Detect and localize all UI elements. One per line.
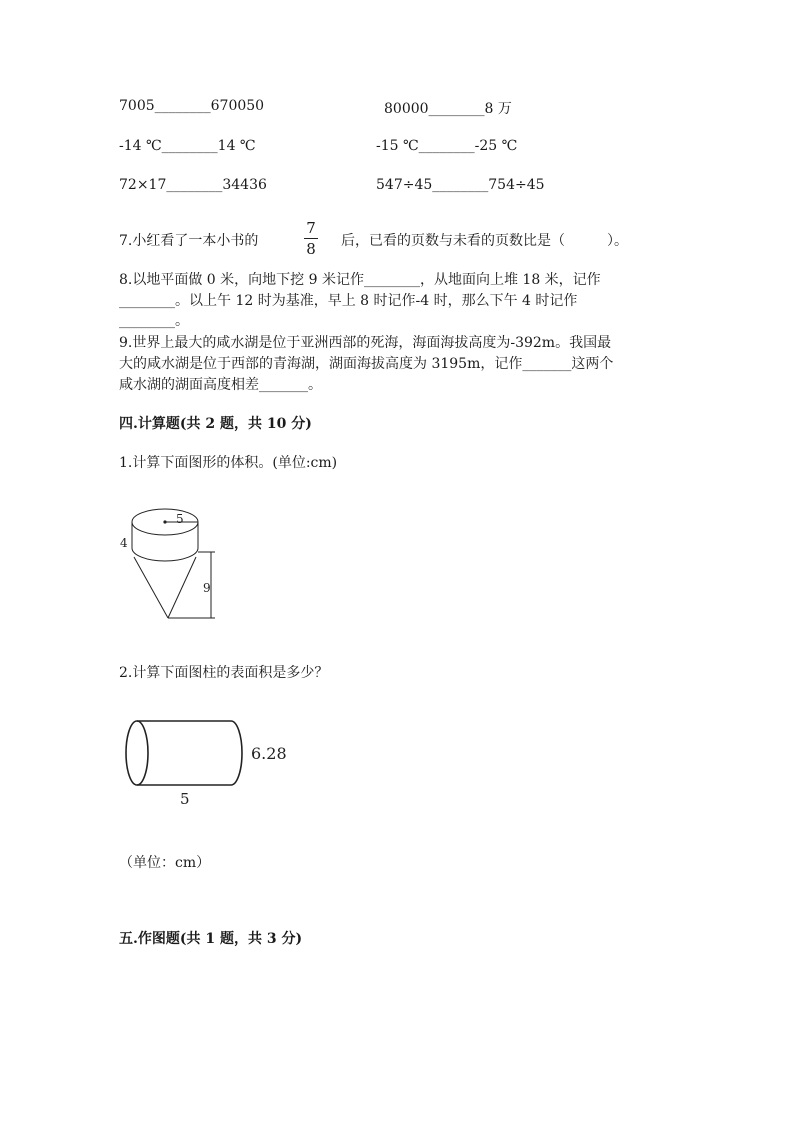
q8-line-3: ________。: [119, 313, 189, 329]
circumference-label: 6.28: [251, 744, 287, 763]
q9-line-2: 大的咸水湖是位于西部的青海湖，湖面海拔高度为 3195m，记作_______这两个: [119, 356, 614, 372]
cylinder-bottom-arc: [132, 548, 198, 561]
compare-3-left: 72×17________34436: [119, 177, 267, 193]
fraction-denominator: 8: [306, 240, 316, 258]
compare-3-right: 547÷45________754÷45: [376, 177, 545, 193]
compare-1-left: 7005________670050: [119, 98, 265, 114]
cylinder-left-end: [126, 721, 148, 785]
horizontal-cylinder-figure: [120, 712, 300, 812]
section-5-heading: 五.作图题(共 1 题，共 3 分): [119, 931, 303, 947]
cylinder-height-label: 4: [120, 536, 128, 550]
q9-line-1: 9.世界上最大的咸水湖是位于亚洲西部的死海，海面海拔高度为-392m。我国最: [119, 335, 612, 351]
cylinder-right-end-arc: [231, 721, 242, 785]
cone-left-edge: [134, 557, 168, 618]
q7-text-after: 后，已看的页数与未看的页数比是（ ）。: [341, 233, 628, 249]
center-dot: [163, 520, 166, 523]
cone-right-edge: [168, 557, 196, 618]
q8-line-2: ________。以上午 12 时为基准，早上 8 时记作-4 时，那么下午 4 时记作: [119, 293, 578, 309]
q8-line-1: 8.以地平面做 0 米，向地下挖 9 米记作________，从地面向上堆 18 米，记作: [119, 272, 601, 288]
calc-q1-prompt: 1.计算下面图形的体积。(单位:cm): [119, 455, 338, 471]
fraction-bar: [304, 238, 318, 239]
q9-line-3: 咸水湖的湖面高度相差_______。: [119, 377, 322, 393]
radius-label: 5: [176, 512, 184, 526]
cone-height-label: 9: [203, 581, 211, 595]
section-4-heading: 四.计算题(共 2 题，共 10 分): [119, 416, 312, 432]
fraction-numerator: 7: [306, 219, 316, 237]
compare-1-right: 80000________8 万: [384, 101, 512, 117]
compare-2-left: -14 ℃________14 ℃: [119, 138, 256, 154]
compare-2-right: -15 ℃________-25 ℃: [376, 138, 518, 154]
cylinder-cone-figure: [115, 500, 225, 625]
unit-note: （单位：cm）: [119, 855, 211, 871]
length-label: 5: [180, 790, 190, 808]
calc-q2-prompt: 2.计算下面图柱的表面积是多少？: [119, 665, 329, 681]
q7-text-before: 7.小红看了一本小书的: [119, 233, 259, 249]
q7-fraction: [304, 219, 318, 258]
